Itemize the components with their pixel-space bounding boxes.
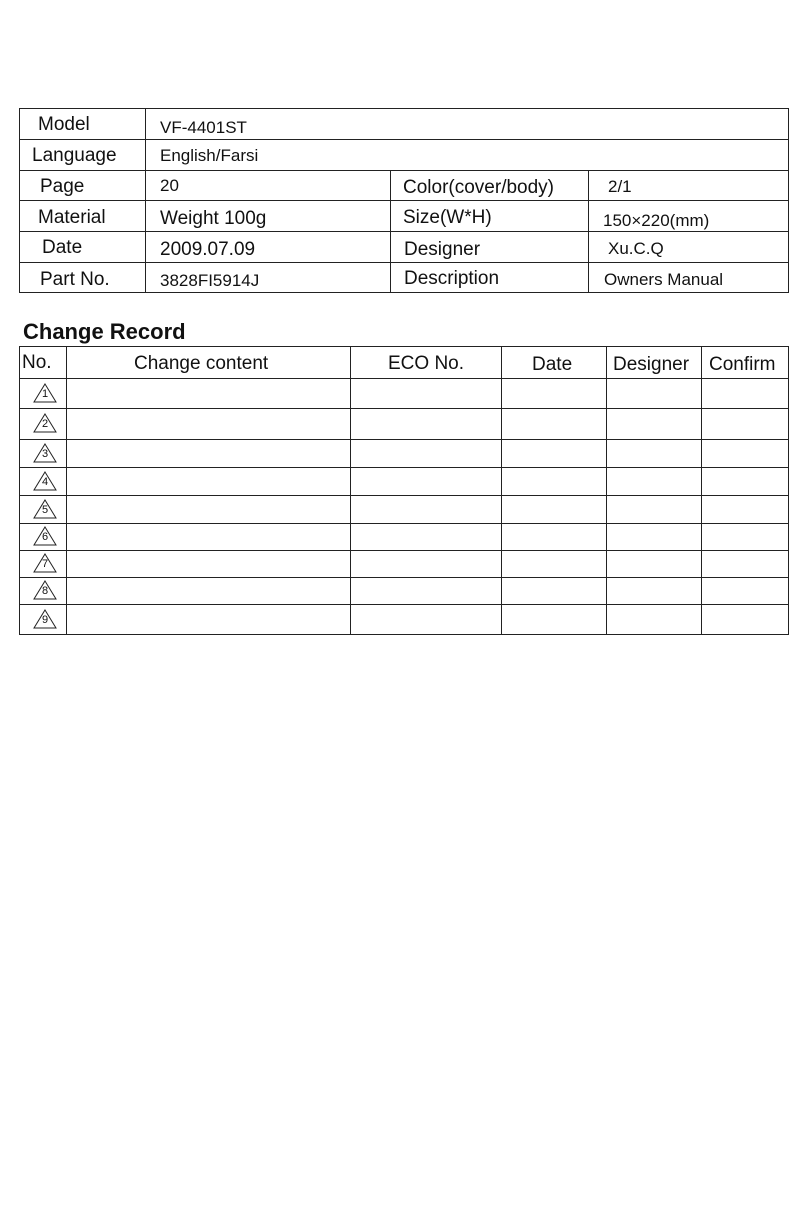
change-table-border bbox=[66, 346, 67, 635]
revision-number: 8 bbox=[41, 585, 49, 597]
date-value: 2009.07.09 bbox=[160, 239, 256, 260]
revision-triangle-icon bbox=[33, 499, 57, 519]
page-label: Page bbox=[40, 176, 85, 197]
language-value: English/Farsi bbox=[160, 146, 259, 165]
header-date: Date bbox=[532, 354, 573, 375]
designer-value: Xu.C.Q bbox=[608, 239, 664, 258]
change-table-border bbox=[19, 577, 789, 578]
info-table-border bbox=[588, 170, 589, 293]
color-value: 2/1 bbox=[608, 177, 632, 196]
model-value: VF-4401ST bbox=[160, 118, 247, 137]
change-table-border bbox=[501, 346, 502, 635]
revision-triangle-icon bbox=[33, 553, 57, 573]
revision-number: 4 bbox=[41, 476, 49, 488]
revision-triangle-icon bbox=[33, 580, 57, 600]
revision-number: 6 bbox=[41, 531, 49, 543]
change-table-border bbox=[19, 550, 789, 551]
header-eco-no: ECO No. bbox=[388, 353, 465, 374]
model-label: Model bbox=[38, 114, 90, 135]
info-table-border bbox=[19, 262, 789, 263]
change-table-border bbox=[19, 604, 789, 605]
change-table-border bbox=[19, 523, 789, 524]
change-table-border bbox=[350, 346, 351, 635]
material-value: Weight 100g bbox=[160, 208, 267, 229]
part-no-value: 3828FI5914J bbox=[160, 271, 260, 290]
description-value: Owners Manual bbox=[604, 270, 724, 289]
info-table-border bbox=[788, 108, 789, 293]
revision-number: 7 bbox=[41, 558, 49, 570]
change-record-title: Change Record bbox=[23, 319, 186, 344]
change-table-border bbox=[19, 378, 789, 379]
change-table-border bbox=[19, 408, 789, 409]
revision-number: 1 bbox=[41, 388, 49, 400]
header-no: No. bbox=[22, 352, 52, 373]
revision-number: 2 bbox=[41, 418, 49, 430]
info-table-border bbox=[145, 108, 146, 293]
language-label: Language bbox=[32, 145, 117, 166]
info-table-border bbox=[19, 231, 789, 232]
change-table-border bbox=[19, 634, 789, 635]
change-table-border bbox=[19, 346, 789, 347]
revision-triangle-icon bbox=[33, 609, 57, 629]
info-table-border bbox=[19, 170, 789, 171]
size-label: Size(W*H) bbox=[403, 207, 492, 228]
part-no-label: Part No. bbox=[40, 269, 110, 290]
size-value: 150×220(mm) bbox=[603, 211, 710, 230]
change-table-border bbox=[19, 495, 789, 496]
revision-number: 3 bbox=[41, 448, 49, 460]
change-table-border bbox=[788, 346, 789, 635]
revision-triangle-icon bbox=[33, 383, 57, 403]
revision-triangle-icon bbox=[33, 471, 57, 491]
revision-number: 9 bbox=[41, 614, 49, 626]
revision-triangle-icon bbox=[33, 526, 57, 546]
date-label: Date bbox=[42, 237, 83, 258]
change-table-border bbox=[701, 346, 702, 635]
page-value: 20 bbox=[160, 176, 179, 195]
info-table-border bbox=[19, 108, 789, 109]
info-table-border bbox=[390, 170, 391, 293]
designer-label: Designer bbox=[404, 239, 481, 260]
change-table-border bbox=[606, 346, 607, 635]
info-table-border bbox=[19, 108, 20, 293]
revision-triangle-icon bbox=[33, 443, 57, 463]
header-designer: Designer bbox=[613, 354, 690, 375]
revision-triangle-icon bbox=[33, 413, 57, 433]
header-change-content: Change content bbox=[134, 353, 269, 374]
change-table-border bbox=[19, 346, 20, 635]
material-label: Material bbox=[38, 207, 106, 228]
description-label: Description bbox=[404, 268, 500, 289]
info-table-border bbox=[19, 139, 789, 140]
info-table-border bbox=[19, 292, 789, 293]
info-table-border bbox=[19, 200, 789, 201]
change-table-border bbox=[19, 467, 789, 468]
change-table-border bbox=[19, 439, 789, 440]
color-label: Color(cover/body) bbox=[403, 177, 554, 198]
revision-number: 5 bbox=[41, 504, 49, 516]
header-confirm: Confirm bbox=[709, 354, 776, 375]
